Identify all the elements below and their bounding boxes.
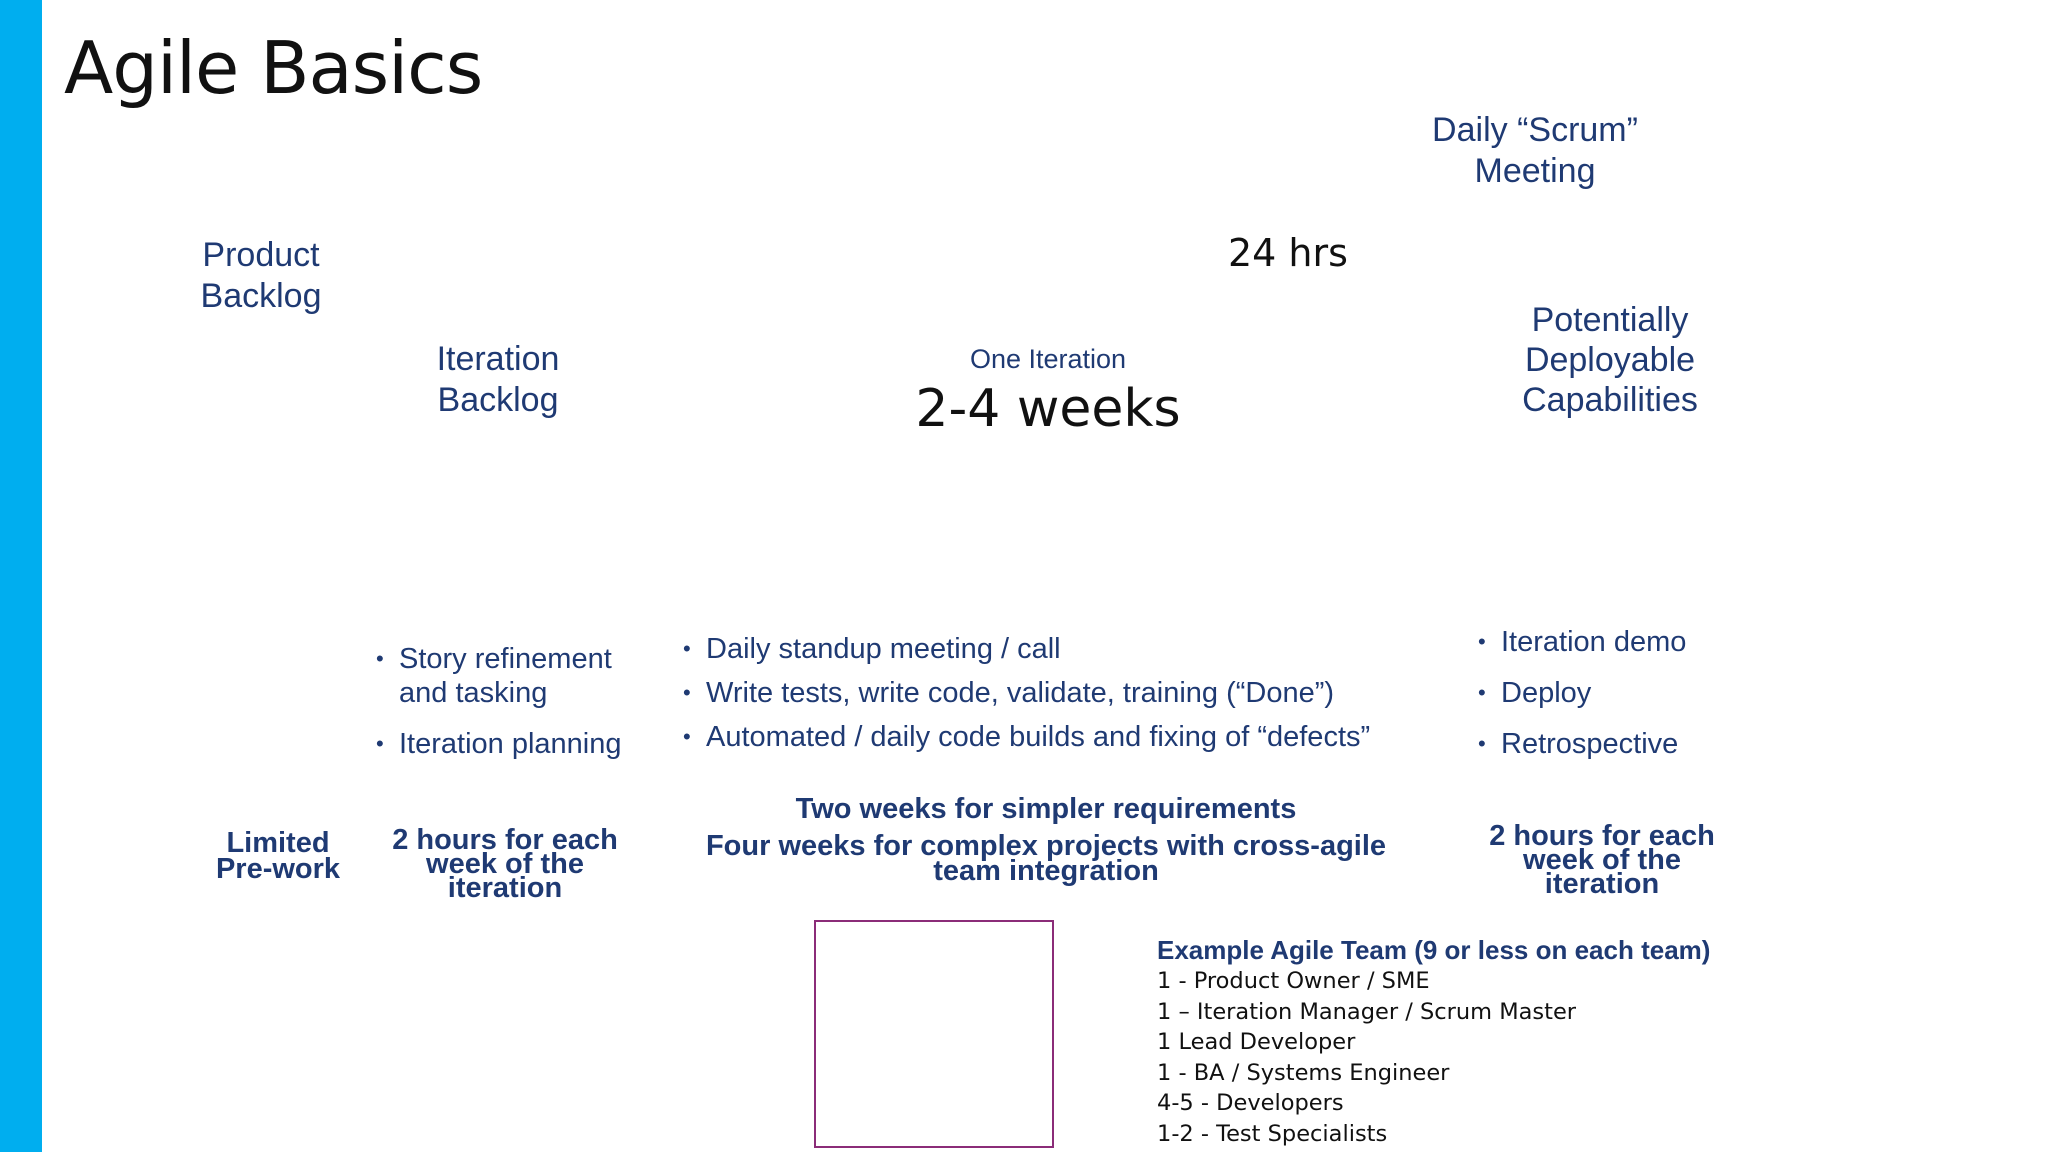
product-backlog-label: Product Backlog [200,236,322,315]
iteration-duration-label: 2-4 weeks [915,379,1181,439]
review-hours-note: 2 hours for each week of the iteration [1489,820,1715,900]
list-item: • Iteration demo [1478,625,1778,659]
potentially-deployable-label: Potentially Deployable Capabilities [1522,301,1698,419]
list-item: 1 – Iteration Manager / Scrum Master [1157,998,1577,1025]
iteration-backlog-label: Iteration Backlog [436,340,560,419]
list-item: • Story refinement and tasking [376,642,626,710]
hours-label: 24 hrs [1228,231,1348,275]
accent-bar [0,0,42,1152]
list-item: • Write tests, write code, validate, training (“Done”) [683,676,1403,710]
team-title: Example Agile Team (9 or less on each team) [1157,935,1711,965]
list-item: • Iteration planning [376,727,626,761]
list-item: 4-5 - Developers [1157,1090,1344,1116]
list-item: • Retrospective [1478,727,1778,761]
iteration-activities-list [683,632,1403,754]
list-item: 1 Lead Developer [1157,1029,1356,1055]
prework-note: Limited Pre-work [215,827,341,885]
complex-duration-note: Four weeks for complex projects with cross-agile team integration [705,830,1387,887]
one-iteration-label: One Iteration [969,344,1127,374]
team-image-placeholder [814,920,1054,1148]
list-item: • Automated / daily code builds and fixing of “defects” [683,720,1403,754]
list-item: • Daily standup meeting / call [683,632,1403,666]
list-item: • Deploy [1478,676,1778,710]
example-team-block [1157,935,1710,1149]
planning-hours-note: 2 hours for each week of the iteration [392,824,618,904]
backlog-activities-list [376,642,626,761]
review-activities-list [1478,625,1778,761]
daily-scrum-label: Daily “Scrum” Meeting [1432,111,1638,190]
list-item: 1 - Product Owner / SME [1157,968,1430,994]
list-item: 1 - BA / Systems Engineer [1157,1059,1450,1086]
list-item: 1-2 - Test Specialists [1157,1120,1388,1147]
slide-title: Agile Basics [64,26,483,110]
simple-duration-note: Two weeks for simpler requirements [795,793,1297,825]
team-members-list [1157,966,1710,1149]
